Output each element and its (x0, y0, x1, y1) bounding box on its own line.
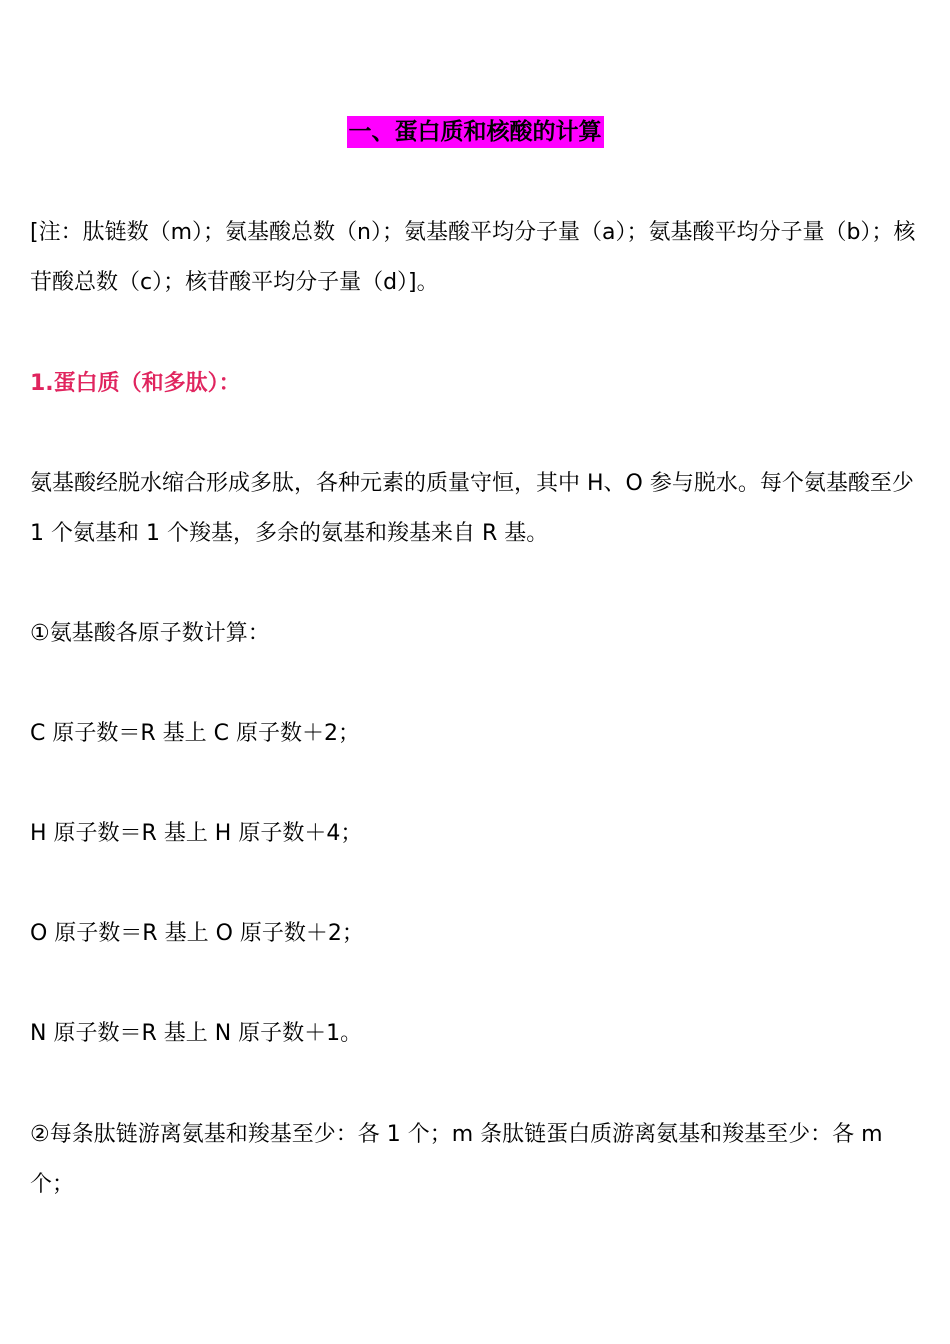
title-container (0, 116, 950, 148)
atom-c-formula: C 原子数＝R 基上 C 原子数＋2； (30, 721, 360, 746)
section-heading: 1.蛋白质（和多肽）： (30, 371, 241, 396)
atom-o-formula: O 原子数＝R 基上 O 原子数＋2； (30, 921, 364, 946)
atom-h-formula: H 原子数＝R 基上 H 原子数＋4； (30, 821, 363, 846)
atom-n-formula: N 原子数＝R 基上 N 原子数＋1。 (30, 1021, 363, 1046)
intro-paragraph: 氨基酸经脱水缩合形成多肽，各种元素的质量守恒，其中 H、O 参与脱水。每个氨基酸至少 1 个氨基和 1 个羧基，多余的氨基和羧基来自 R 基。 (30, 471, 921, 546)
item-1-label: ①氨基酸各原子数计算： (30, 621, 270, 646)
item-2-paragraph: ②每条肽链游离氨基和羧基至少：各 1 个；m 条肽链蛋白质游离氨基和羧基至少：各 m 个； (30, 1122, 890, 1197)
page-title: 一、蛋白质和核酸的计算 (347, 116, 604, 148)
note-paragraph: [注：肽链数（m）；氨基酸总数（n）；氨基酸平均分子量（a）；氨基酸平均分子量（b）；核苷酸总数（c）；核苷酸平均分子量（d）]。 (30, 220, 916, 295)
